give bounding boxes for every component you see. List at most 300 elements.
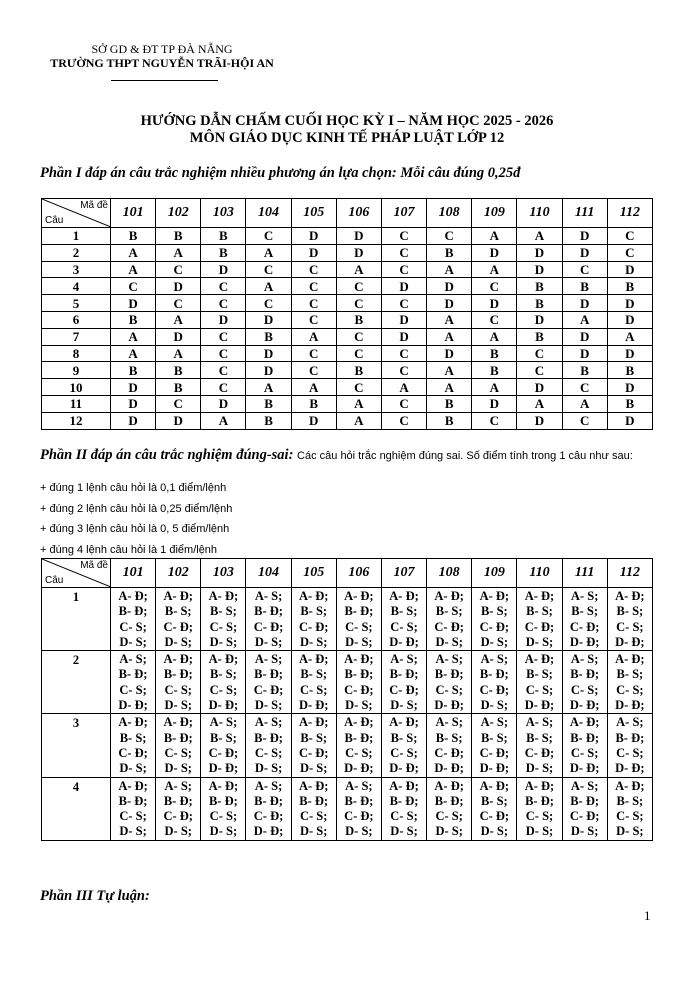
exam-code-header: 107 — [381, 199, 426, 228]
statement-answer: D- Đ; — [344, 761, 374, 776]
answer-cell — [607, 777, 652, 840]
statement-answer: D- S; — [390, 698, 418, 713]
answer-cell — [381, 588, 426, 651]
statement-answer: C- Đ; — [163, 619, 193, 634]
answer-cell: D — [381, 328, 426, 345]
exam-code-header: 102 — [156, 199, 201, 228]
statement-answer: B- Đ; — [525, 793, 554, 808]
answer-cell: C — [381, 244, 426, 261]
statement-answer: B- S; — [571, 604, 599, 619]
answer-cell: D — [517, 379, 562, 396]
statement-answer: B- Đ; — [344, 793, 374, 808]
statement-answer: D- Đ; — [208, 761, 239, 776]
answer-cell: D — [291, 228, 336, 245]
answer-cell: D — [201, 395, 246, 412]
answer-cell: C — [381, 412, 426, 429]
exam-code-header: 111 — [562, 199, 607, 228]
corner-label-question: Câu — [45, 215, 64, 226]
statement-answer: B- Đ; — [254, 667, 283, 682]
statement-answer: A- Đ; — [615, 778, 645, 793]
statement-answer: C- S; — [209, 682, 238, 697]
statement-answer: D- Đ; — [615, 634, 645, 649]
answer-cell: C — [201, 328, 246, 345]
statement-answer: C- S; — [616, 682, 644, 697]
statement-answer: D- S; — [254, 634, 283, 649]
question-number: 3 — [42, 714, 111, 777]
statement-answer: D- S; — [525, 761, 554, 776]
statement-answer: A- Đ; — [298, 652, 329, 667]
answer-cell: D — [562, 228, 607, 245]
answer-cell — [562, 588, 607, 651]
question-number: 1 — [42, 228, 111, 245]
statement-answer: B- Đ; — [434, 793, 464, 808]
statement-answer: B- Đ; — [208, 793, 238, 808]
answer-cell — [472, 777, 517, 840]
answer-cell: A — [562, 311, 607, 328]
statement-answer: D- S; — [119, 824, 147, 839]
statement-answer: A- Đ; — [118, 715, 148, 730]
statement-answer: B- Đ; — [344, 667, 374, 682]
statement-answer: B- S; — [480, 730, 508, 745]
table-row — [42, 278, 653, 295]
answer-cell — [156, 651, 201, 714]
statement-answer: C- S; — [164, 682, 192, 697]
answer-cell: C — [156, 261, 201, 278]
answer-cell: C — [291, 362, 336, 379]
answer-cell: C — [336, 379, 381, 396]
statement-answer: D- S; — [164, 634, 192, 649]
answer-cell: D — [427, 278, 472, 295]
statement-answer: C- S; — [299, 682, 328, 697]
answer-cell: D — [246, 362, 291, 379]
exam-code-header: 103 — [201, 559, 246, 588]
statement-answer: B- S; — [526, 667, 553, 682]
scoring-rule: + đúng 2 lệnh câu hỏi là 0,25 điểm/lệnh — [40, 503, 233, 515]
answer-cell: D — [562, 345, 607, 362]
table-row — [42, 295, 653, 312]
statement-answer: B- Đ; — [615, 730, 645, 745]
question-number: 12 — [42, 412, 111, 429]
answer-cell: B — [607, 395, 652, 412]
answer-cell: B — [201, 244, 246, 261]
statement-answer: C- S; — [209, 809, 238, 824]
answer-cell: C — [201, 295, 246, 312]
question-number: 6 — [42, 311, 111, 328]
statement-answer: A- Đ; — [615, 652, 645, 667]
answer-cell: D — [517, 244, 562, 261]
corner-label-code: Mã đề — [80, 560, 108, 571]
table-row — [42, 328, 653, 345]
answer-cell — [562, 777, 607, 840]
department-name: SỞ GD & ĐT TP ĐÀ NẴNG — [91, 42, 233, 56]
part1-heading: Phần I đáp án câu trắc nghiệm nhiều phương án lựa chọn: Mỗi câu đúng 0,25đ — [40, 165, 521, 181]
answer-cell — [201, 714, 246, 777]
answer-cell: C — [517, 362, 562, 379]
answer-cell — [156, 714, 201, 777]
statement-answer: C- S; — [525, 809, 554, 824]
answer-cell: D — [607, 311, 652, 328]
statement-answer: A- Đ; — [344, 715, 374, 730]
answer-cell: C — [291, 261, 336, 278]
answer-cell: B — [607, 362, 652, 379]
answer-cell — [427, 714, 472, 777]
statement-answer: C- Đ; — [253, 809, 284, 824]
part1-header-row — [42, 199, 653, 228]
answer-cell — [472, 714, 517, 777]
exam-code-header: 105 — [291, 199, 336, 228]
statement-answer: A- S; — [570, 652, 599, 667]
answer-cell — [517, 588, 562, 651]
statement-answer: A- S; — [390, 652, 418, 667]
question-number: 10 — [42, 379, 111, 396]
answer-cell: D — [201, 311, 246, 328]
table-row — [42, 228, 653, 245]
question-number: 1 — [42, 588, 111, 651]
statement-answer: A- Đ; — [479, 589, 510, 603]
scoring-rule: + đúng 4 lệnh câu hỏi là 1 điểm/lệnh — [40, 544, 218, 556]
statement-answer: C- S; — [616, 809, 644, 824]
statement-answer: C- Đ; — [569, 619, 600, 634]
statement-answer: C- S; — [345, 745, 373, 760]
statement-answer: D- S; — [480, 824, 509, 839]
table-row — [42, 379, 653, 396]
statement-answer: A- S; — [254, 778, 283, 793]
statement-answer: A- Đ; — [208, 652, 239, 667]
answer-cell — [427, 588, 472, 651]
answer-cell — [291, 588, 336, 651]
statement-answer: A- Đ; — [524, 778, 555, 793]
answer-cell — [427, 651, 472, 714]
answer-cell: B — [111, 311, 156, 328]
statement-answer: C- S; — [435, 682, 463, 697]
part2-answer-table — [41, 558, 653, 841]
answer-cell: C — [562, 379, 607, 396]
answer-cell — [562, 651, 607, 714]
answer-cell — [562, 714, 607, 777]
exam-code-header: 110 — [517, 559, 562, 588]
answer-cell: D — [427, 345, 472, 362]
statement-answer: D- S; — [345, 634, 373, 649]
statement-answer: A- S; — [435, 715, 463, 730]
answer-cell: D — [201, 261, 246, 278]
answer-cell: D — [472, 395, 517, 412]
statement-answer: B- S; — [119, 730, 147, 745]
answer-cell: A — [336, 261, 381, 278]
statement-answer: C- Đ; — [389, 682, 419, 697]
answer-cell — [336, 777, 381, 840]
scoring-rule: + đúng 1 lệnh câu hỏi là 0,1 điểm/lệnh — [40, 482, 227, 494]
answer-cell — [607, 651, 652, 714]
answer-cell — [111, 588, 156, 651]
statement-answer: D- S; — [345, 698, 373, 713]
statement-answer: A- Đ; — [298, 715, 329, 730]
statement-answer: D- S; — [254, 698, 283, 713]
exam-code-header: 102 — [156, 559, 201, 588]
statement-answer: C- S; — [570, 745, 599, 760]
answer-cell — [381, 777, 426, 840]
statement-answer: A- S; — [480, 652, 509, 667]
exam-code-header: 103 — [201, 199, 246, 228]
answer-cell: D — [517, 261, 562, 278]
answer-cell: A — [472, 228, 517, 245]
statement-answer: B- Đ; — [118, 604, 148, 619]
statement-answer: B- S; — [300, 730, 328, 745]
statement-answer: A- S; — [119, 652, 147, 667]
answer-cell — [246, 714, 291, 777]
corner-label-code: Mã đề — [80, 200, 108, 211]
answer-cell — [291, 777, 336, 840]
statement-answer: B- S; — [300, 604, 328, 619]
answer-cell: A — [517, 395, 562, 412]
answer-cell: D — [607, 295, 652, 312]
answer-cell: D — [472, 295, 517, 312]
answer-cell: A — [291, 328, 336, 345]
part2-heading-title: Phần II đáp án câu trắc nghiệm đúng-sai: — [40, 447, 294, 463]
statement-answer: D- S; — [616, 824, 644, 839]
answer-cell: C — [381, 295, 426, 312]
answer-cell: A — [246, 244, 291, 261]
part2-heading — [40, 447, 660, 464]
statement-answer: C- Đ; — [434, 619, 464, 634]
statement-answer: B- S; — [480, 793, 508, 808]
statement-answer: A- S; — [254, 652, 283, 667]
answer-cell: C — [201, 379, 246, 396]
answer-cell — [291, 714, 336, 777]
answer-cell: C — [472, 311, 517, 328]
table-row — [42, 714, 653, 777]
statement-answer: C- S; — [119, 682, 147, 697]
statement-answer: B- S; — [435, 604, 463, 619]
statement-answer: A- Đ; — [524, 652, 555, 667]
answer-cell: C — [427, 228, 472, 245]
statement-answer: B- S; — [616, 667, 644, 682]
statement-answer: A- S; — [570, 589, 599, 603]
statement-answer: C- S; — [119, 809, 147, 824]
statement-answer: A- Đ; — [163, 715, 193, 730]
answer-cell — [246, 588, 291, 651]
statement-answer: C- Đ; — [524, 745, 555, 760]
answer-cell: C — [381, 261, 426, 278]
answer-cell: C — [562, 261, 607, 278]
answer-cell — [607, 588, 652, 651]
statement-answer: D- S; — [209, 824, 238, 839]
statement-answer: A- Đ; — [208, 778, 239, 793]
table-row — [42, 244, 653, 261]
answer-cell: D — [111, 395, 156, 412]
statement-answer: D- Đ; — [434, 761, 464, 776]
answer-cell: B — [427, 412, 472, 429]
answer-cell: A — [472, 379, 517, 396]
answer-cell: A — [607, 328, 652, 345]
statement-answer: D- S; — [345, 824, 373, 839]
answer-cell: A — [201, 412, 246, 429]
question-number: 2 — [42, 651, 111, 714]
question-number: 3 — [42, 261, 111, 278]
table-row — [42, 345, 653, 362]
table-row — [42, 395, 653, 412]
answer-cell: C — [517, 345, 562, 362]
corner-header-cell — [42, 199, 111, 228]
answer-cell: D — [427, 295, 472, 312]
exam-code-header: 110 — [517, 199, 562, 228]
answer-cell: B — [517, 278, 562, 295]
statement-answer: D- Đ; — [253, 824, 284, 839]
statement-answer: B- Đ; — [570, 667, 600, 682]
answer-cell: C — [201, 278, 246, 295]
statement-answer: A- Đ; — [434, 778, 464, 793]
statement-answer: C- Đ; — [298, 619, 329, 634]
answer-cell: A — [336, 412, 381, 429]
answer-cell: A — [111, 244, 156, 261]
answer-cell: B — [517, 328, 562, 345]
answer-cell: C — [291, 311, 336, 328]
answer-cell: C — [472, 412, 517, 429]
answer-cell: B — [291, 395, 336, 412]
answer-cell: D — [156, 412, 201, 429]
table-row — [42, 261, 653, 278]
exam-code-header: 106 — [336, 559, 381, 588]
answer-cell: D — [156, 328, 201, 345]
table-row — [42, 588, 653, 651]
answer-cell: D — [562, 295, 607, 312]
statement-answer: D- Đ; — [208, 698, 239, 713]
statement-answer: B- Đ; — [570, 793, 600, 808]
statement-answer: A- S; — [254, 589, 283, 603]
statement-answer: B- S; — [616, 793, 644, 808]
answer-cell — [291, 651, 336, 714]
answer-cell: A — [111, 261, 156, 278]
statement-answer: B- Đ; — [163, 730, 193, 745]
answer-cell: A — [427, 311, 472, 328]
statement-answer: B- S; — [210, 667, 237, 682]
answer-cell: B — [156, 228, 201, 245]
statement-answer: A- Đ; — [208, 589, 239, 603]
exam-code-header: 108 — [427, 559, 472, 588]
statement-answer: C- Đ; — [208, 745, 239, 760]
question-number: 8 — [42, 345, 111, 362]
statement-answer: D- S; — [435, 824, 463, 839]
statement-answer: A- Đ; — [389, 715, 419, 730]
statement-answer: A- Đ; — [434, 589, 464, 603]
answer-cell — [336, 588, 381, 651]
statement-answer: B- S; — [616, 604, 644, 619]
statement-answer: C- Đ; — [479, 619, 510, 634]
school-name: TRƯỜNG THPT NGUYỄN TRÃI-HỘI AN — [50, 56, 274, 70]
answer-cell: C — [336, 278, 381, 295]
question-number: 2 — [42, 244, 111, 261]
statement-answer: A- S; — [435, 652, 463, 667]
answer-cell — [201, 651, 246, 714]
statement-answer: C- S; — [209, 619, 238, 634]
answer-cell — [472, 588, 517, 651]
answer-cell: A — [246, 278, 291, 295]
answer-cell — [427, 777, 472, 840]
document-title: HƯỚNG DẪN CHẤM CUỐI HỌC KỲ I – NĂM HỌC 2025 - 2026 — [140, 113, 554, 129]
answer-cell: A — [291, 379, 336, 396]
statement-answer: B- S; — [480, 604, 508, 619]
answer-cell: D — [336, 228, 381, 245]
statement-answer: B- Đ; — [344, 604, 374, 619]
statement-answer: D- Đ; — [389, 761, 419, 776]
statement-answer: C- Đ; — [569, 809, 600, 824]
statement-answer: A- Đ; — [344, 652, 374, 667]
answer-cell: A — [472, 328, 517, 345]
statement-answer: C- S; — [164, 745, 192, 760]
answer-cell — [156, 777, 201, 840]
answer-cell: C — [111, 278, 156, 295]
answer-cell: B — [472, 345, 517, 362]
exam-code-header: 109 — [472, 559, 517, 588]
answer-cell: B — [156, 379, 201, 396]
statement-answer: D- S; — [119, 761, 147, 776]
answer-cell: B — [517, 295, 562, 312]
answer-cell: D — [607, 345, 652, 362]
exam-code-header: 106 — [336, 199, 381, 228]
answer-cell: A — [427, 379, 472, 396]
answer-cell: D — [291, 244, 336, 261]
answer-cell: C — [381, 362, 426, 379]
statement-answer: C- Đ; — [344, 809, 374, 824]
statement-answer: B- Đ; — [254, 730, 283, 745]
statement-answer: C- Đ; — [479, 809, 510, 824]
answer-cell — [336, 651, 381, 714]
statement-answer: B- Đ; — [254, 793, 283, 808]
answer-cell: D — [607, 261, 652, 278]
statement-answer: B- S; — [390, 604, 418, 619]
exam-code-header: 107 — [381, 559, 426, 588]
statement-answer: D- S; — [390, 824, 418, 839]
statement-answer: D- Đ; — [479, 761, 510, 776]
answer-cell: D — [381, 311, 426, 328]
statement-answer: A- S; — [164, 778, 192, 793]
question-number: 7 — [42, 328, 111, 345]
answer-cell: D — [607, 412, 652, 429]
answer-cell: A — [111, 328, 156, 345]
statement-answer: D- S; — [570, 824, 599, 839]
statement-answer: D- Đ; — [569, 634, 600, 649]
part2-heading-text: Các câu hỏi trắc nghiệm đúng sai. Số điểm tính trong 1 câu như sau: — [297, 450, 633, 462]
answer-cell: D — [246, 311, 291, 328]
answer-cell: D — [607, 379, 652, 396]
table-row — [42, 777, 653, 840]
statement-answer: A- Đ; — [569, 715, 600, 730]
statement-answer: C- S; — [390, 745, 418, 760]
answer-cell: C — [336, 328, 381, 345]
document-subtitle: MÔN GIÁO DỤC KINH TẾ PHÁP LUẬT LỚP 12 — [189, 130, 505, 146]
statement-answer: C- Đ; — [163, 809, 193, 824]
answer-cell: C — [381, 228, 426, 245]
answer-cell: B — [201, 228, 246, 245]
part3-heading: Phần III Tự luận: — [40, 888, 150, 904]
statement-answer: D- S; — [164, 824, 192, 839]
statement-answer: B- S; — [526, 730, 553, 745]
statement-answer: C- S; — [390, 619, 418, 634]
statement-answer: C- Đ; — [434, 745, 464, 760]
answer-cell — [381, 714, 426, 777]
answer-cell — [381, 651, 426, 714]
statement-answer: D- Đ; — [569, 698, 600, 713]
answer-cell: D — [246, 345, 291, 362]
answer-cell: B — [246, 328, 291, 345]
statement-answer: A- Đ; — [344, 589, 374, 603]
statement-answer: B- S; — [210, 730, 237, 745]
answer-cell: B — [562, 278, 607, 295]
header-underline — [111, 80, 218, 81]
scoring-rule: + đúng 3 lệnh câu hỏi là 0, 5 điểm/lệnh — [40, 523, 230, 535]
statement-answer: D- S; — [254, 761, 283, 776]
statement-answer: A- S; — [254, 715, 283, 730]
answer-cell: C — [336, 295, 381, 312]
